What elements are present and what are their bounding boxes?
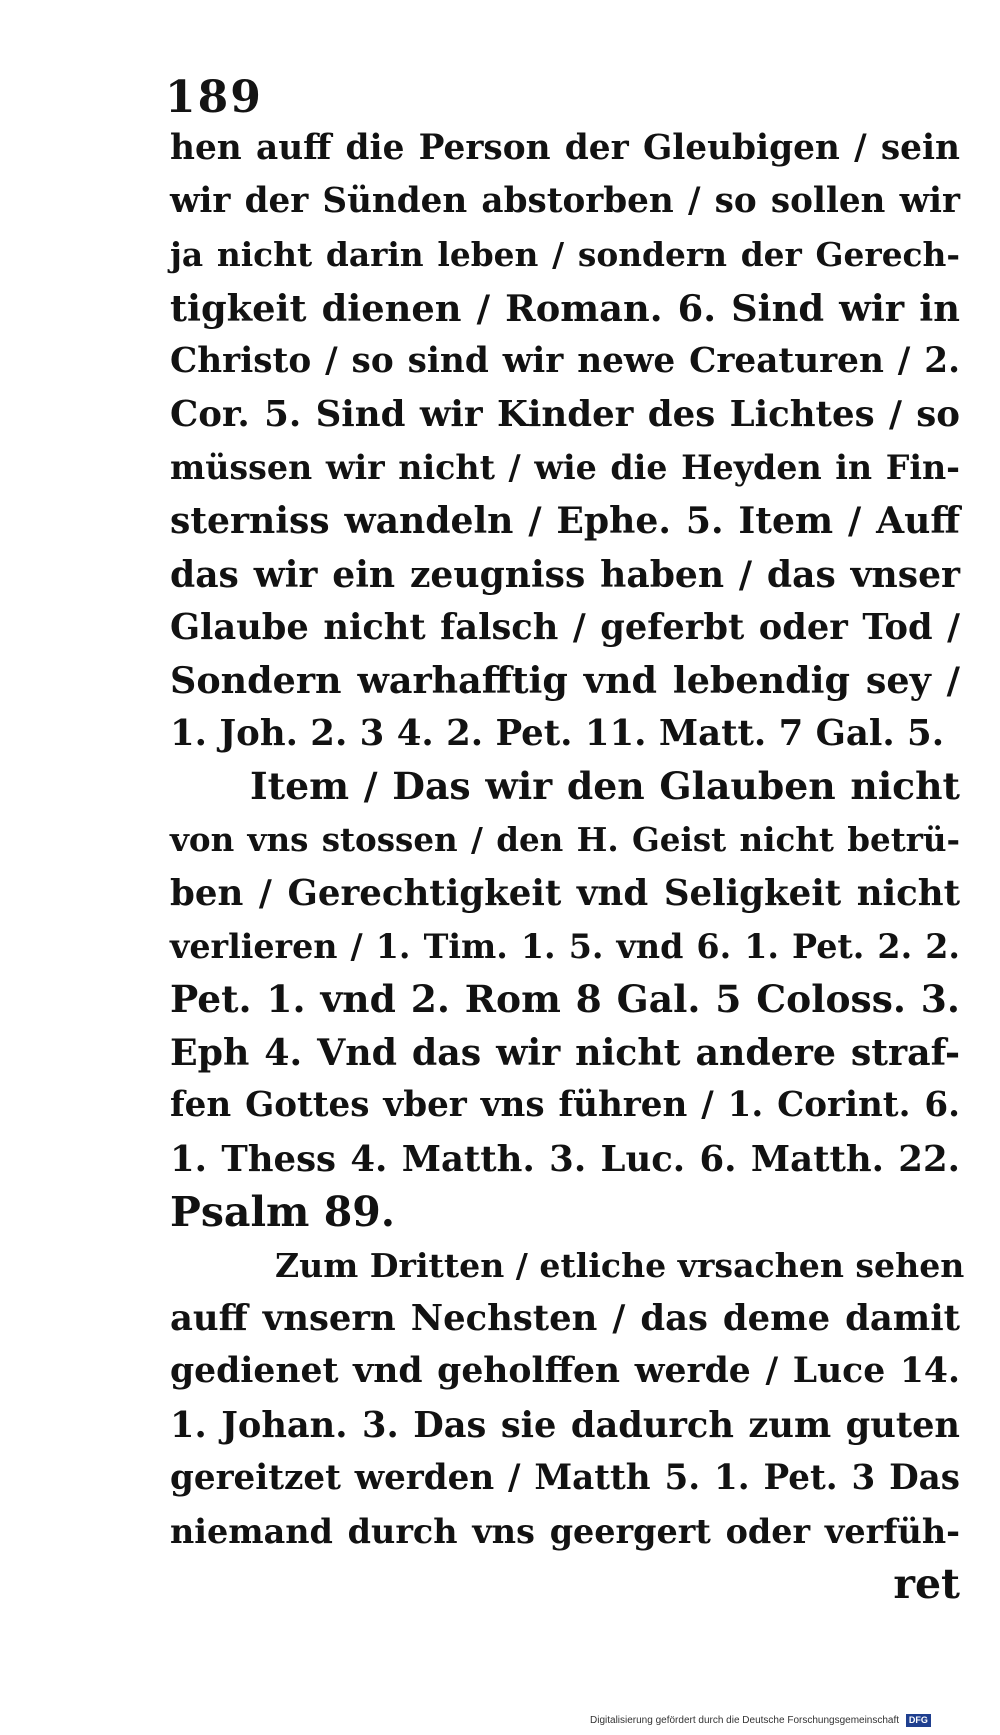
body-text	[170, 122, 965, 1611]
text-line: 1. Joh. 2. 3 4. 2. Pet. 11. Matt. 7 Gal. 5.	[170, 713, 945, 755]
text-line: Eph 4. Vnd das wir nicht andere straf-	[170, 1031, 960, 1075]
text-line: Sondern warhafftig vnd lebendig sey /	[170, 658, 960, 702]
credit-text: Digitalisierung gefördert durch die Deutsche Forschungsgemeinschaft	[590, 1715, 900, 1727]
text-line: niemand durch vns geergert oder verfüh-	[170, 1511, 960, 1551]
text-line: 1. Thess 4. Matth. 3. Luc. 6. Matth. 22.	[170, 1138, 960, 1180]
text-line: müssen wir nicht / wie die Heyden in Fin-	[170, 448, 960, 488]
text-line: ben / Gerechtigkeit vnd Seligkeit nicht	[170, 872, 960, 914]
text-line: wir der Sünden abstorben / so sollen wir	[170, 181, 960, 222]
text-line: fen Gottes vber vns führen / 1. Corint. 6.	[170, 1085, 960, 1126]
text-line: gedienet vnd geholffen werde / Luce 14.	[170, 1351, 960, 1392]
text-line: von vns stossen / den H. Geist nicht betrü-	[170, 820, 960, 860]
text-line: Zum Dritten / etliche vrsachen sehen	[275, 1245, 965, 1285]
dfg-logo: DFG	[906, 1714, 931, 1727]
text-line: das wir ein zeugniss haben / das vnser	[170, 552, 960, 596]
text-line: Christo / so sind wir newe Creaturen / 2.	[170, 340, 960, 381]
text-line: tigkeit dienen / Roman. 6. Sind wir in	[170, 285, 960, 330]
text-line: 1. Johan. 3. Das sie dadurch zum guten	[170, 1404, 960, 1446]
text-line: Pet. 1. vnd 2. Rom 8 Gal. 5 Coloss. 3.	[170, 977, 960, 1021]
text-line: Item / Das wir den Glauben nicht	[250, 764, 960, 809]
text-line: ja nicht darin leben / sondern der Gerech-	[170, 235, 960, 275]
text-line: Cor. 5. Sind wir Kinder des Lichtes / so	[170, 393, 960, 435]
text-line: auff vnsern Nechsten / das deme damit	[170, 1298, 960, 1340]
text-line: Glaube nicht falsch / geferbt oder Tod /	[170, 606, 960, 648]
text-line: sterniss wandeln / Ephe. 5. Item / Auff	[170, 499, 960, 543]
digitization-credit	[590, 1714, 931, 1727]
text-line: Psalm 89.	[170, 1187, 396, 1236]
text-line: verlieren / 1. Tim. 1. 5. vnd 6. 1. Pet. 2. 2.	[170, 926, 960, 966]
page-number: 189	[165, 72, 263, 123]
text-line: gereitzet werden / Matth 5. 1. Pet. 3 Das	[170, 1457, 960, 1498]
text-line: hen auff die Person der Gleubigen / sein	[170, 128, 960, 168]
catchword: ret	[893, 1560, 960, 1609]
